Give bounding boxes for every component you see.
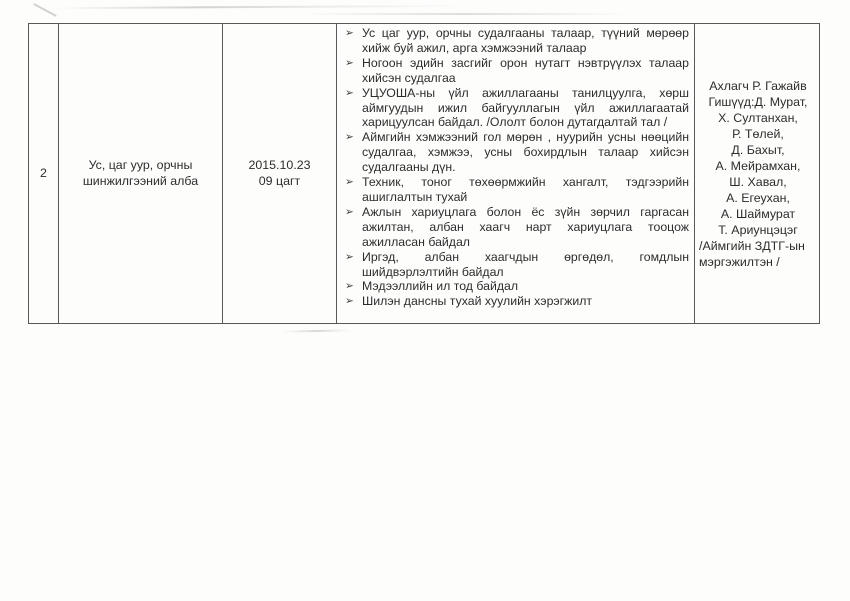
agenda-item-text: УЦУОША-ны үйл ажиллагааны танилцуулга, хөрш аймгуудын ижил байгууллагын үйл ажиллагаатай харицуулсан байдал. /Ололт болон дутагдалтай тал / — [362, 85, 689, 130]
agenda-item — [344, 205, 689, 250]
arrow-bullet-icon: ➢ — [345, 295, 354, 308]
inspection-date: 2015.10.23 — [248, 157, 311, 172]
commission-line: Ш. Хавал, — [729, 174, 787, 189]
agenda-item-text: Иргэд, албан хаагчдын өргөдөл, гомдлын шийдвэрлэлтийн байдал — [362, 249, 689, 279]
cell-row-number — [29, 24, 59, 323]
commission-head: Ахлагч Р. Гажайв — [709, 78, 807, 93]
arrow-bullet-icon: ➢ — [345, 56, 354, 69]
agenda-item — [344, 86, 689, 131]
agenda-item — [344, 294, 689, 309]
scan-smudge — [300, 13, 630, 15]
commission-line: А. Мейрамхан, — [715, 158, 801, 173]
commission-line: мэргэжилтэн / — [699, 254, 780, 269]
agenda-item-text: Техник, тоног төхөөрмжийн хангалт, тэдгээрийн ашиглалтын тухай — [362, 175, 689, 204]
agenda-item — [344, 250, 689, 280]
agenda-item-text: Ногоон эдийн засгийг орон нутагт нэвтрүүлэх талаар хийсэн судалгаа — [362, 55, 689, 85]
scan-smudge — [282, 329, 352, 332]
arrow-bullet-icon: ➢ — [345, 176, 354, 189]
arrow-bullet-icon: ➢ — [345, 27, 354, 39]
arrow-bullet-icon: ➢ — [345, 131, 354, 144]
commission-line: Т. Ариунцэцэг — [718, 222, 798, 237]
commission-line: Р. Төлей, — [732, 126, 784, 141]
cell-datetime — [223, 24, 337, 323]
arrow-bullet-icon: ➢ — [345, 250, 354, 263]
agenda-item — [344, 26, 689, 56]
commission-line: /Аймгийн ЗДТГ-ын — [699, 238, 805, 253]
row-number: 2 — [40, 165, 47, 180]
agenda-item-text: Шилэн дансны тухай хуулийн хэрэгжилт — [362, 294, 593, 309]
commission-line: Д. Бахыт, — [731, 142, 785, 157]
arrow-bullet-icon: ➢ — [345, 86, 354, 99]
cell-department — [59, 24, 223, 323]
commission-line: Гишүүд:Д. Мурат, — [708, 94, 808, 109]
department-name: Ус, цаг уур, орчны шинжилгээний алба — [82, 157, 199, 188]
cell-agenda — [337, 24, 695, 323]
arrow-bullet-icon: ➢ — [345, 205, 354, 218]
agenda-item-text: Аймгийн хэмжээний гол мөрөн , нуурийн усны нөөцийн судалгаа, хэмжээ, усны бохирдлын талаар хийсэн судалгааны дүн. — [362, 130, 689, 175]
agenda-item-text: Ажлын хариуцлага болон ёс зүйн зөрчил гаргасан ажилтан, албан хаагч нарт хариуцлага тооцож ажилласан байдал — [362, 204, 689, 249]
scan-smudge — [58, 5, 468, 9]
schedule-table — [28, 23, 820, 324]
commission-line: А. Егеухан, — [726, 190, 790, 205]
commission-line: Х. Султанхан, — [718, 110, 798, 125]
arrow-bullet-icon: ➢ — [345, 280, 354, 293]
agenda-item — [344, 130, 689, 175]
commission-line: А. Шаймурат — [720, 206, 796, 221]
agenda-item-text: Ус цаг уур, орчны судалгааны талаар, түүний мөрөөр хийж буй ажил, арга хэмжээний талаар — [362, 26, 689, 55]
agenda-item — [344, 175, 689, 205]
agenda-item — [344, 279, 689, 294]
scan-smudge — [33, 3, 57, 17]
inspection-time: 09 цагт — [258, 173, 301, 188]
agenda-item-text: Мэдээллийн ил тод байдал — [362, 279, 519, 294]
agenda-item — [344, 56, 689, 86]
cell-commission — [695, 24, 821, 323]
